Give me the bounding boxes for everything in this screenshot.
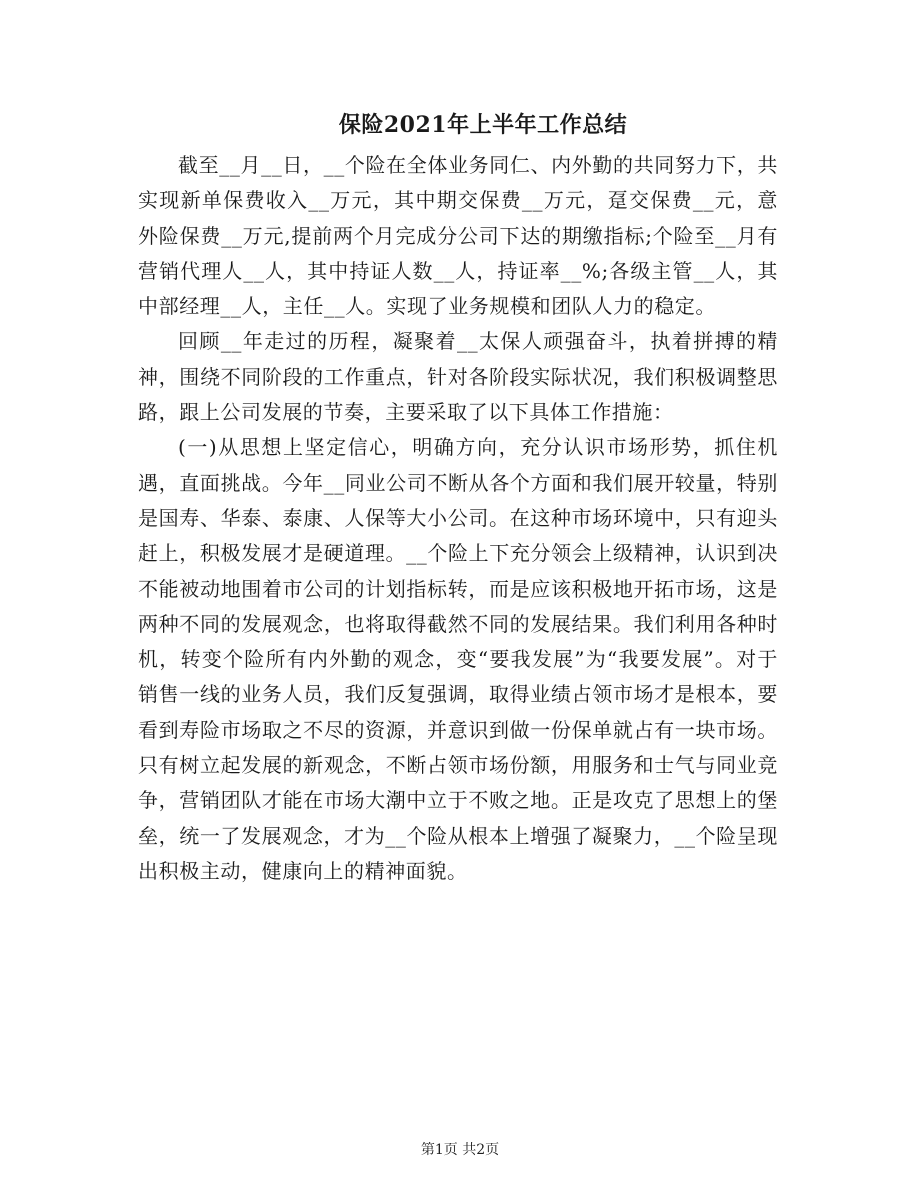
paragraph-review: 回顾__年走过的历程，凝聚着__太保人顽强奋斗，执着拼搏的精神，围绕不同阶段的工作重点，针对各阶段实际状况，我们积极调整思路，跟上公司发展的节奏，主要采取了以下具体工作措施： — [138, 329, 778, 425]
page-footer: 第1页 共2页 — [420, 1142, 500, 1158]
paragraph-measure-1: (一)从思想上坚定信心，明确方向，充分认识市场形势，抓住机遇，直面挑战。今年__同业公司不断从各个方面和我们展开较量，特别是国寿、华泰、泰康、人保等大小公司。在这种市场环境中，只有迎头赶上，积极发展才是硬道理。__个险上下充分领会上级精神，认识到决不能被动地围着市公司的计划指标转，而是应该积极地开拓市场，这是两种不同的发展观念，也将取得截然不同的发展结果。我们利用各种时机，转变个险所有内外勤的观念，变“要我发展”为“我要发展”。对于销售一线的业务人员，我们反复强调，取得业绩占领市场才是根本，要看到寿险市场取之不尽的资源，并意识到做一份保单就占有一块市场。只有树立起发展的新观念，不断占领市场份额，用服务和士气与同业竞争，营销团队才能在市场大潮中立于不败之地。正是攻克了思想上的堡垒，统一了发展观念，才为__个险从根本上增强了凝聚力，__个险呈现出积极主动，健康向上的精神面貌。 — [138, 435, 778, 883]
paragraph-summary: 截至__月__日，__个险在全体业务同仁、内外勤的共同努力下，共实现新单保费收入__万元，其中期交保费__万元，趸交保费__元，意外险保费__万元,提前两个月完成分公司下达的期缴指标;个险至__月有营销代理人__人，其中持证人数__人，持证率__%;各级主管__人，其中部经理__人，主任__人。实现了业务规模和团队人力的稳定。 — [138, 153, 778, 319]
document-title: 保险2021年上半年工作总结 — [338, 112, 628, 138]
document-body — [138, 148, 778, 889]
